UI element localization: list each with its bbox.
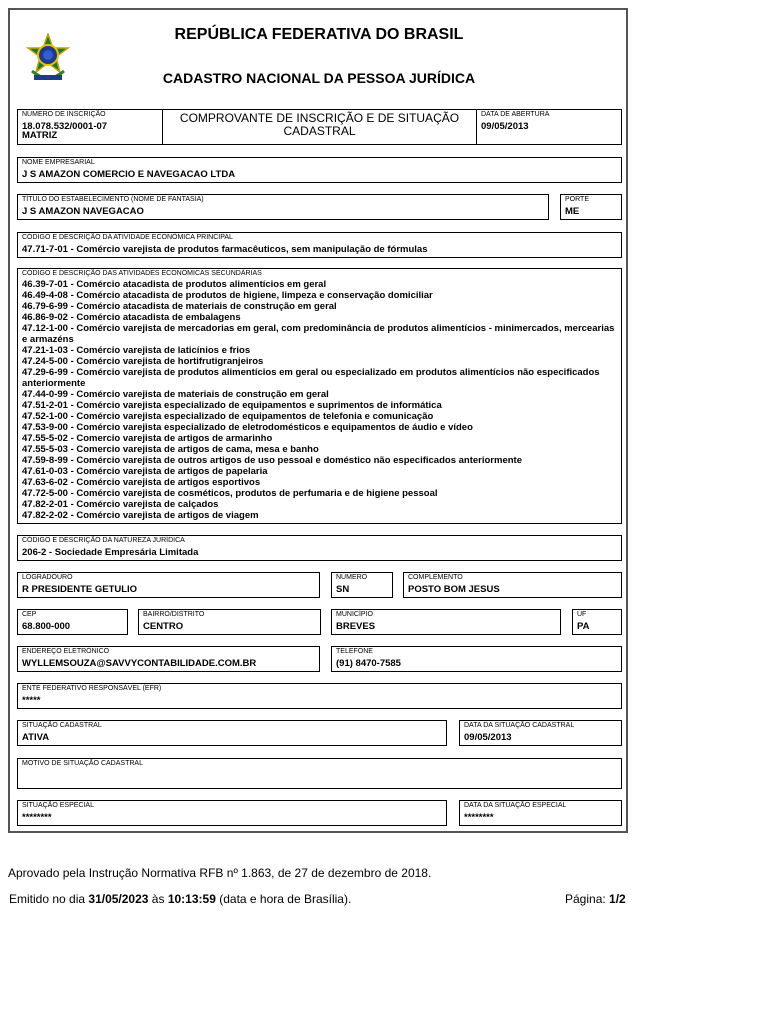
abertura-box [476, 109, 622, 145]
porte-box [560, 194, 622, 220]
emitido-prefix: Emitido no dia [9, 892, 86, 906]
list-item: 47.24-5-00 - Comércio varejista de hortifrutigranjeiros [22, 356, 264, 367]
numero-label: NÚMERO [336, 574, 368, 581]
abertura-value: 09/05/2013 [481, 121, 529, 132]
list-item: 47.21-1-03 - Comércio varejista de laticínios e frios [22, 345, 251, 356]
municipio-box [331, 609, 561, 635]
data-situacao-especial-value: ******** [464, 812, 494, 823]
page-subtitle: CADASTRO NACIONAL DA PESSOA JURÍDICA [162, 70, 476, 86]
emitido-as: às [151, 892, 165, 906]
telefone-box [331, 646, 622, 672]
bairro-label: BAIRRO/DISTRITO [143, 611, 205, 618]
emitido-hora: 10:13:59 [167, 892, 216, 906]
cep-label: CEP [22, 611, 37, 618]
uf-box [572, 609, 622, 635]
complemento-box [403, 572, 622, 598]
municipio-value: BREVES [336, 621, 376, 632]
list-item: 47.52-1-00 - Comércio varejista especializado de equipamentos de telefonia e comunicação [22, 411, 434, 422]
atividade-principal-box [17, 232, 622, 258]
list-item: 47.51-2-01 - Comércio varejista especializado de equipamentos e suprimentos de informática [22, 400, 442, 411]
atividades-secundarias-label: CÓDIGO E DESCRIÇÃO DAS ATIVIDADES ECONÔMICAS SECUNDÁRIAS [22, 270, 262, 277]
situacao-box [17, 720, 447, 746]
complemento-label: COMPLEMENTO [408, 574, 463, 581]
comprovante-title: COMPROVANTE DE INSCRIÇÃO E DE SITUAÇÃO CADASTRAL [179, 111, 460, 138]
bairro-value: CENTRO [143, 621, 184, 632]
efr-label: ENTE FEDERATIVO RESPONSÁVEL (EFR) [22, 685, 162, 692]
list-item: 47.59-8-99 - Comércio varejista de outros artigos de uso pessoal e doméstico não especificados anteriormente [22, 455, 522, 466]
situacao-especial-box [17, 800, 447, 826]
situacao-especial-label: SITUAÇÃO ESPECIAL [22, 802, 94, 809]
complemento-value: POSTO BOM JESUS [408, 584, 500, 595]
data-situacao-box [459, 720, 622, 746]
municipio-label: MUNICÍPIO [336, 611, 373, 618]
page-title: REPÚBLICA FEDERATIVA DO BRASIL [174, 26, 464, 43]
natureza-label: CÓDIGO E DESCRIÇÃO DA NATUREZA JURÍDICA [22, 537, 185, 544]
list-item: 47.55-5-02 - Comercio varejista de artigos de armarinho [22, 433, 273, 444]
aprovado-text: Aprovado pela Instrução Normativa RFB nº 1.863, de 27 de dezembro de 2018. [8, 866, 432, 880]
motivo-box [17, 758, 622, 789]
abertura-label: DATA DE ABERTURA [481, 111, 550, 118]
titulo-box [17, 194, 549, 220]
inscricao-numero: 18.078.532/0001-07 [22, 121, 108, 132]
list-item: 46.49-4-08 - Comércio atacadista de produtos de higiene, limpeza e conservação domiciliar [22, 290, 433, 301]
efr-box [17, 683, 622, 709]
list-item: 46.39-7-01 - Comércio atacadista de produtos alimentícios em geral [22, 279, 327, 290]
data-situacao-especial-box [459, 800, 622, 826]
data-situacao-value: 09/05/2013 [464, 732, 512, 743]
email-value: WYLLEMSOUZA@SAVVYCONTABILIDADE.COM.BR [22, 658, 257, 669]
list-item: 47.72-5-00 - Comércio varejista de cosméticos, produtos de perfumaria e de higiene pessoal [22, 488, 438, 499]
nome-empresarial-label: NOME EMPRESARIAL [22, 159, 95, 166]
logradouro-box [17, 572, 320, 598]
cep-box [17, 609, 128, 635]
list-item: 47.53-9-00 - Comércio varejista especializado de eletrodomésticos e equipamentos de áudio e vídeo [22, 422, 473, 433]
emitido-suffix: (data e hora de Brasília). [219, 892, 352, 906]
comprovante-box [162, 109, 477, 145]
emitido-text [9, 892, 351, 906]
pagina-indicator [565, 892, 626, 906]
uf-value: PA [577, 621, 590, 632]
titulo-label: TÍTULO DO ESTABELECIMENTO (NOME DE FANTASIA) [22, 196, 204, 203]
atividade-principal-label: CÓDIGO E DESCRIÇÃO DA ATIVIDADE ECONÔMICA PRINCIPAL [22, 234, 233, 241]
situacao-especial-value: ******** [22, 812, 52, 823]
list-item: 46.86-9-02 - Comércio atacadista de embalagens [22, 312, 241, 323]
emitido-data: 31/05/2023 [88, 892, 149, 906]
atividades-secundarias-list [22, 279, 617, 521]
logradouro-label: LOGRADOURO [22, 574, 73, 581]
numero-box [331, 572, 393, 598]
pagina-value: 1/2 [609, 892, 626, 906]
inscricao-label: NÚMERO DE INSCRIÇÃO [22, 111, 106, 118]
situacao-label: SITUAÇÃO CADASTRAL [22, 722, 102, 729]
cep-value: 68.800-000 [22, 621, 71, 632]
nome-empresarial-value: J S AMAZON COMERCIO E NAVEGACAO LTDA [22, 169, 236, 180]
natureza-box [17, 535, 622, 561]
atividades-secundarias-box [17, 268, 622, 524]
efr-value: ***** [22, 695, 41, 706]
logradouro-value: R PRESIDENTE GETULIO [22, 584, 138, 595]
porte-label: PORTE [565, 196, 589, 203]
inscricao-tipo: MATRIZ [22, 130, 58, 141]
situacao-value: ATIVA [22, 732, 50, 743]
list-item: 47.44-0-99 - Comércio varejista de materiais de construção em geral [22, 389, 329, 400]
pagina-label: Página: [565, 892, 606, 906]
list-item: 47.82-2-02 - Comércio varejista de artigos de viagem [22, 510, 259, 521]
list-item: 47.61-0-03 - Comércio varejista de artigos de papelaria [22, 466, 268, 477]
natureza-value: 206-2 - Sociedade Empresária Limitada [22, 547, 199, 558]
motivo-label: MOTIVO DE SITUAÇÃO CADASTRAL [22, 760, 143, 767]
data-situacao-especial-label: DATA DA SITUAÇÃO ESPECIAL [464, 802, 567, 809]
bairro-box [138, 609, 321, 635]
telefone-value: (91) 8470-7585 [336, 658, 401, 669]
porte-value: ME [565, 206, 580, 217]
titulo-value: J S AMAZON NAVEGACAO [22, 206, 144, 217]
list-item: 46.79-6-99 - Comércio atacadista de materiais de construção em geral [22, 301, 337, 312]
numero-value: SN [336, 584, 350, 595]
data-situacao-label: DATA DA SITUAÇÃO CADASTRAL [464, 722, 575, 729]
atividade-principal-value: 47.71-7-01 - Comércio varejista de produtos farmacêuticos, sem manipulação de fórmulas [22, 244, 428, 255]
list-item: 47.63-6-02 - Comércio varejista de artigos esportivos [22, 477, 261, 488]
email-label: ENDEREÇO ELETRÔNICO [22, 648, 110, 655]
telefone-label: TELEFONE [336, 648, 373, 655]
uf-label: UF [577, 611, 587, 618]
email-box [17, 646, 320, 672]
nome-empresarial-box [17, 157, 622, 183]
list-item: 47.82-2-01 - Comércio varejista de calçados [22, 499, 219, 510]
inscricao-box [17, 109, 163, 145]
list-item: 47.12-1-00 - Comércio varejista de mercadorias em geral, com predominância de produtos alimentícios - minimercados, mercearias e armazéns [22, 323, 615, 345]
list-item: 47.29-6-99 - Comércio varejista de produtos alimentícios em geral ou especializado em produtos alimentícios não especificados anteriormente [22, 367, 600, 389]
list-item: 47.55-5-03 - Comercio varejista de artigos de cama, mesa e banho [22, 444, 319, 455]
